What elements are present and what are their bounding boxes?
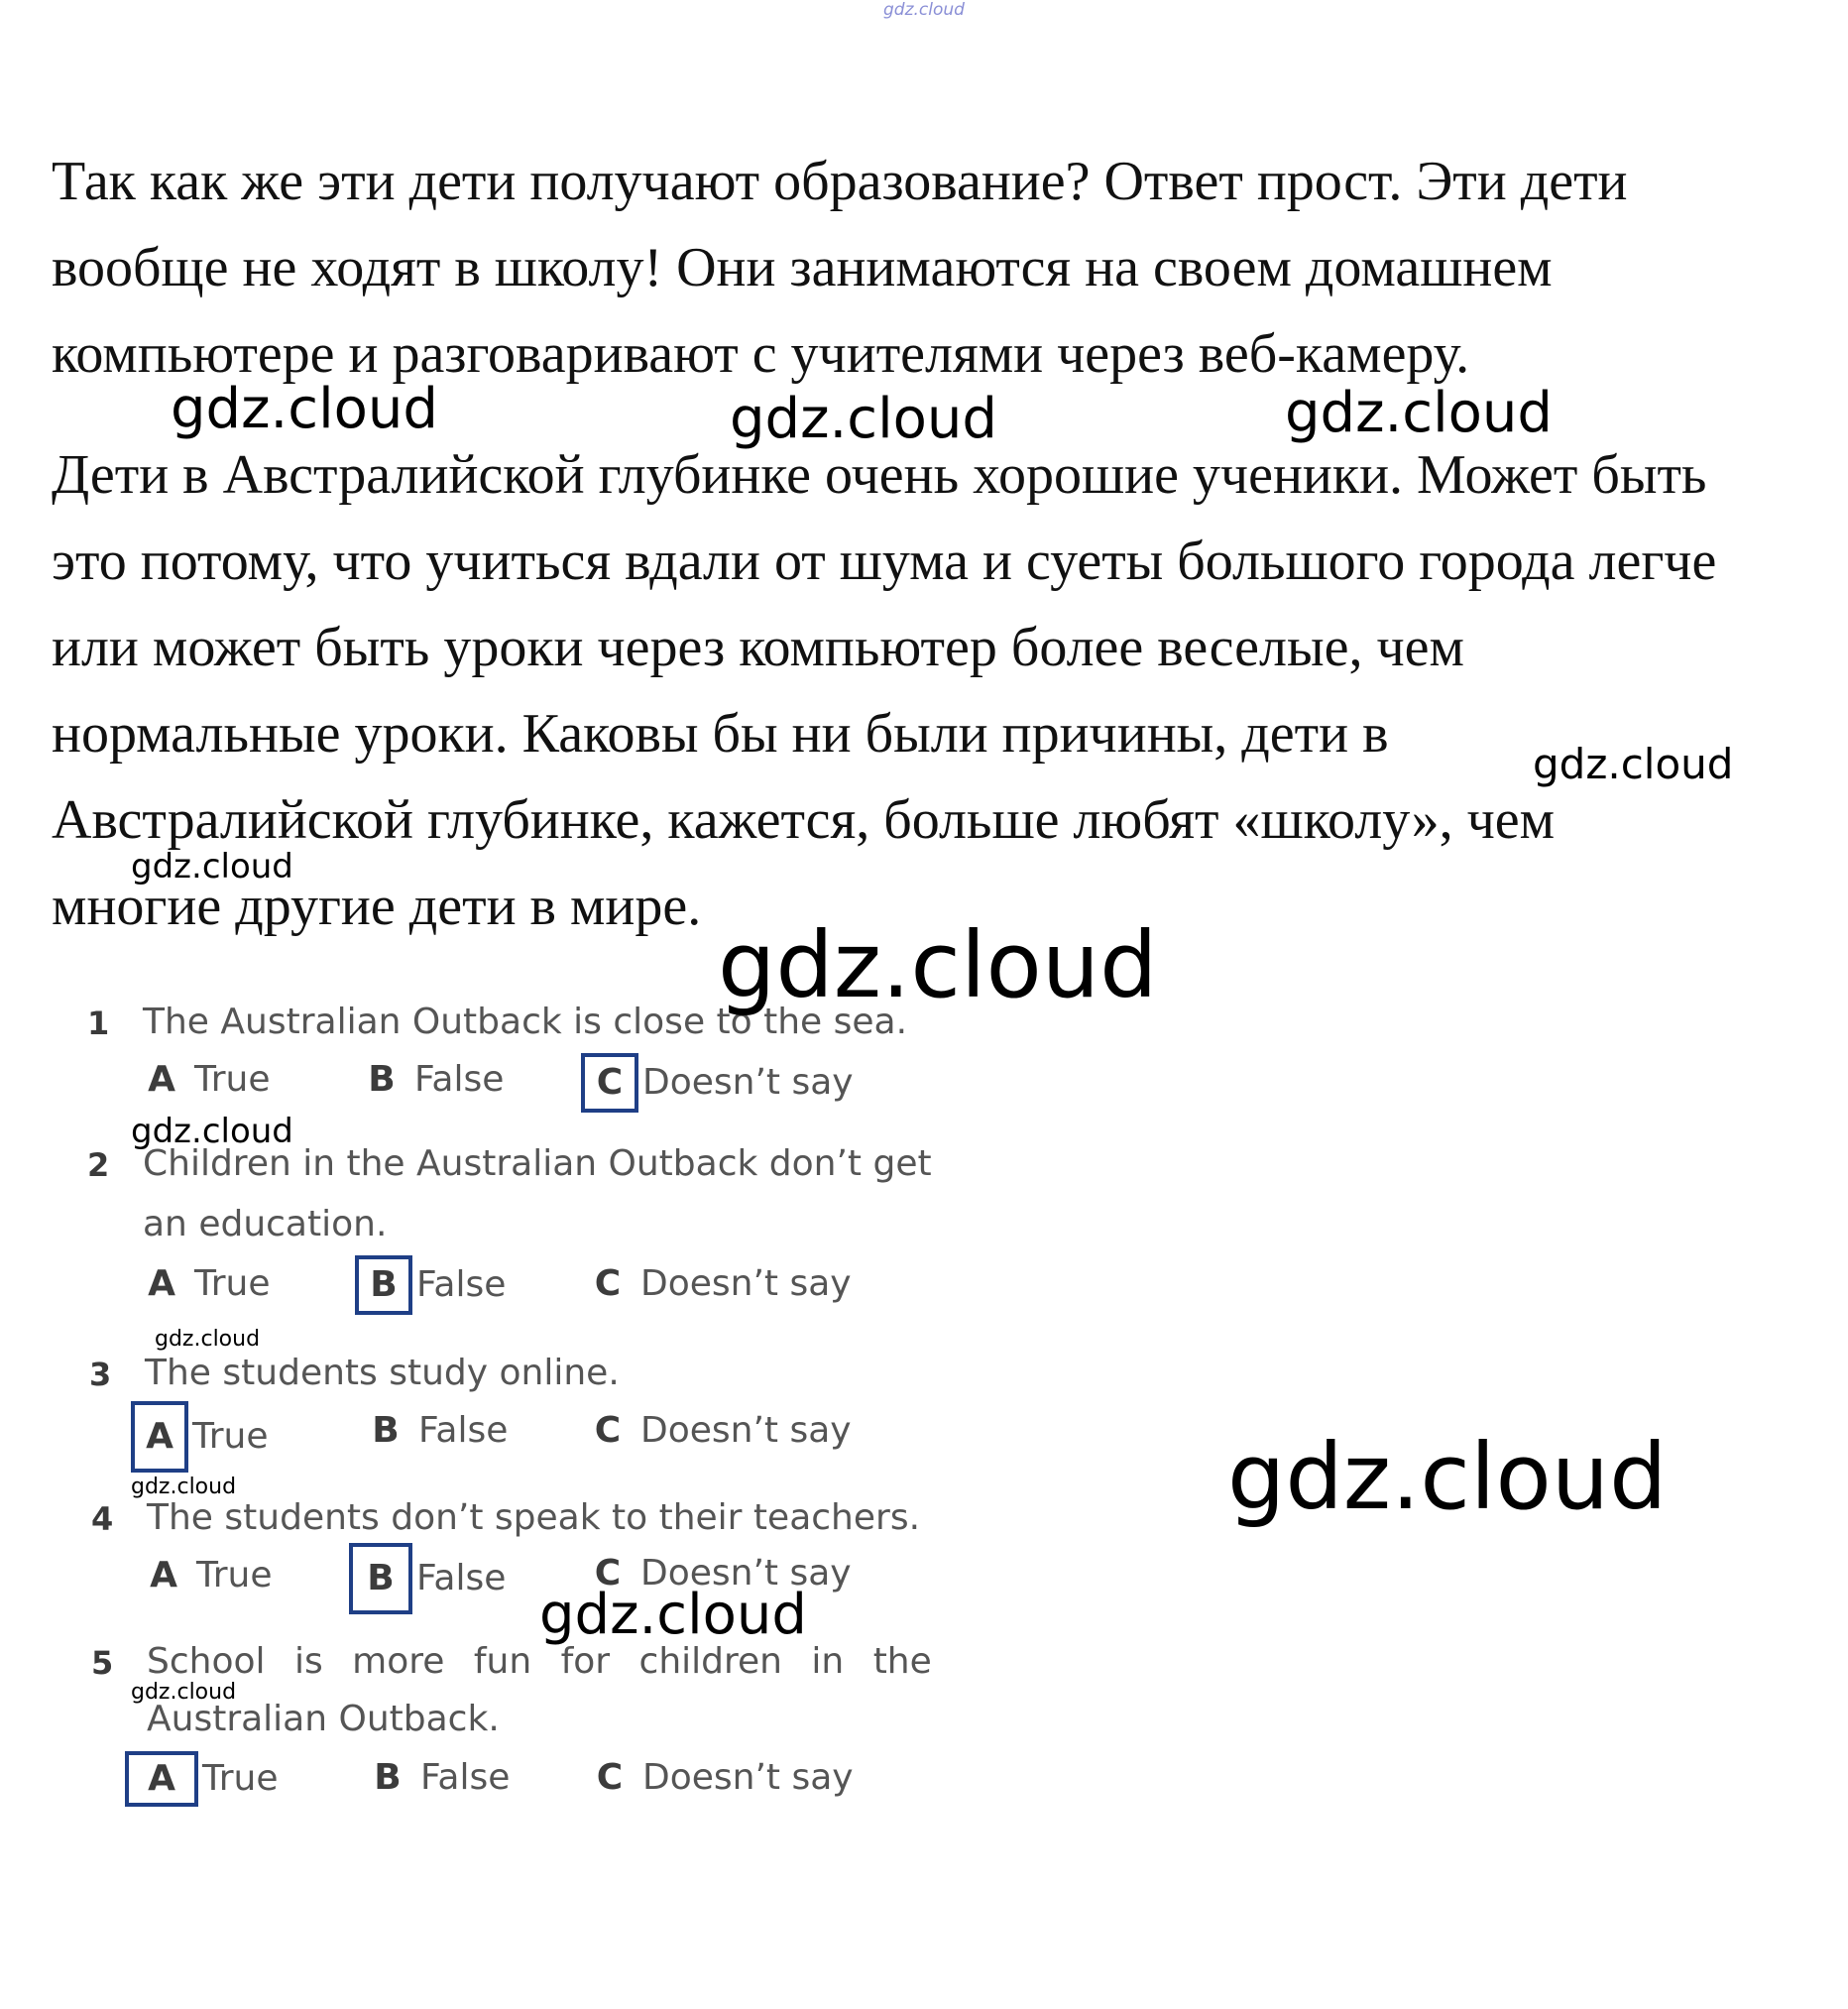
option-letter: A bbox=[148, 1059, 175, 1100]
option-label: True bbox=[192, 1416, 269, 1457]
option-b[interactable] bbox=[355, 1255, 506, 1315]
option-letter: C bbox=[594, 1553, 622, 1594]
paragraph-line: или может быть уроки через компьютер более веселые, чем bbox=[52, 617, 1464, 678]
option-letter: B bbox=[372, 1410, 400, 1451]
option-label: Doesn’t say bbox=[642, 1062, 854, 1103]
option-b[interactable] bbox=[363, 1059, 504, 1100]
paragraph-line: это потому, что учиться вдали от шума и суеты большого города легче bbox=[52, 531, 1717, 592]
question-number: 5 bbox=[91, 1644, 114, 1682]
watermark: gdz.cloud bbox=[1533, 740, 1734, 788]
option-c[interactable] bbox=[589, 1410, 852, 1451]
option-label: False bbox=[416, 1264, 507, 1305]
option-label: False bbox=[418, 1410, 509, 1451]
paragraph-line: многие другие дети в мире. bbox=[52, 876, 702, 937]
option-label: True bbox=[202, 1758, 279, 1799]
option-letter: C bbox=[594, 1263, 622, 1304]
paragraph-line: нормальные уроки. Каковы бы ни были причины, дети в bbox=[52, 703, 1389, 765]
watermark: gdz.cloud bbox=[155, 1327, 261, 1352]
question-number: 2 bbox=[87, 1146, 110, 1184]
option-a[interactable] bbox=[145, 1555, 272, 1595]
option-label: False bbox=[414, 1059, 505, 1100]
question-text: Australian Outback. bbox=[147, 1699, 500, 1739]
watermark: gdz.cloud bbox=[1285, 381, 1553, 445]
question-text: The Australian Outback is close to the sea. bbox=[143, 1002, 908, 1042]
option-label: True bbox=[194, 1059, 271, 1100]
option-b[interactable] bbox=[349, 1543, 506, 1614]
question-text: an education. bbox=[143, 1204, 388, 1244]
option-a[interactable] bbox=[131, 1401, 268, 1473]
selected-answer-box: B bbox=[355, 1255, 412, 1315]
option-c[interactable] bbox=[589, 1263, 852, 1304]
question-text: Children in the Australian Outback don’t get bbox=[143, 1143, 932, 1184]
selected-answer-box: B bbox=[349, 1543, 412, 1614]
option-label: False bbox=[416, 1558, 507, 1598]
option-label: False bbox=[420, 1757, 511, 1798]
option-label: True bbox=[194, 1263, 271, 1304]
option-a[interactable] bbox=[143, 1263, 270, 1304]
option-letter: A bbox=[150, 1555, 177, 1595]
watermark: gdz.cloud bbox=[131, 1112, 293, 1151]
selected-answer-box: A bbox=[131, 1401, 188, 1473]
watermark: gdz.cloud bbox=[131, 1680, 237, 1705]
paragraph-line: Дети в Австралийской глубинке очень хорошие ученики. Может быть bbox=[52, 444, 1707, 506]
watermark: gdz.cloud bbox=[718, 912, 1158, 1018]
selected-answer-box: A bbox=[125, 1751, 198, 1807]
watermark: gdz.cloud bbox=[131, 847, 293, 886]
watermark: gdz.cloud bbox=[131, 1475, 237, 1499]
question-text: School is more fun for children in the bbox=[147, 1641, 932, 1682]
option-b[interactable] bbox=[369, 1757, 510, 1798]
paragraph-line: Австралийской глубинке, кажется, больше любят «школу», чем bbox=[52, 789, 1556, 851]
option-b[interactable] bbox=[367, 1410, 508, 1451]
site-link[interactable]: gdz.cloud bbox=[883, 0, 965, 20]
option-letter: C bbox=[594, 1410, 622, 1451]
option-letter: C bbox=[596, 1757, 624, 1798]
option-label: Doesn’t say bbox=[640, 1263, 852, 1304]
watermark: gdz.cloud bbox=[171, 377, 438, 441]
option-label: Doesn’t say bbox=[640, 1553, 852, 1594]
watermark: gdz.cloud bbox=[539, 1583, 807, 1647]
option-label: True bbox=[196, 1555, 273, 1595]
option-letter: B bbox=[374, 1757, 402, 1798]
paragraph-line: вообще не ходят в школу! Они занимаются на своем домашнем bbox=[52, 237, 1553, 298]
watermark: gdz.cloud bbox=[1227, 1424, 1668, 1530]
watermark: gdz.cloud bbox=[730, 387, 997, 451]
option-a[interactable] bbox=[143, 1059, 270, 1100]
question-number: 4 bbox=[91, 1500, 114, 1538]
option-c[interactable] bbox=[591, 1757, 854, 1798]
option-letter: A bbox=[148, 1263, 175, 1304]
option-label: Doesn’t say bbox=[642, 1757, 854, 1798]
option-letter: B bbox=[368, 1059, 396, 1100]
option-label: Doesn’t say bbox=[640, 1410, 852, 1451]
question-number: 1 bbox=[87, 1004, 110, 1042]
paragraph-line: Так как же эти дети получают образование? Ответ прост. Эти дети bbox=[52, 151, 1628, 212]
selected-answer-box: C bbox=[581, 1053, 638, 1113]
question-number: 3 bbox=[89, 1356, 112, 1393]
option-a[interactable] bbox=[125, 1751, 278, 1807]
option-c[interactable] bbox=[581, 1053, 854, 1113]
question-text: The students don’t speak to their teachers. bbox=[147, 1497, 921, 1538]
question-text: The students study online. bbox=[145, 1353, 620, 1393]
paragraph-line: компьютере и разговаривают с учителями через веб-камеру. bbox=[52, 323, 1470, 385]
